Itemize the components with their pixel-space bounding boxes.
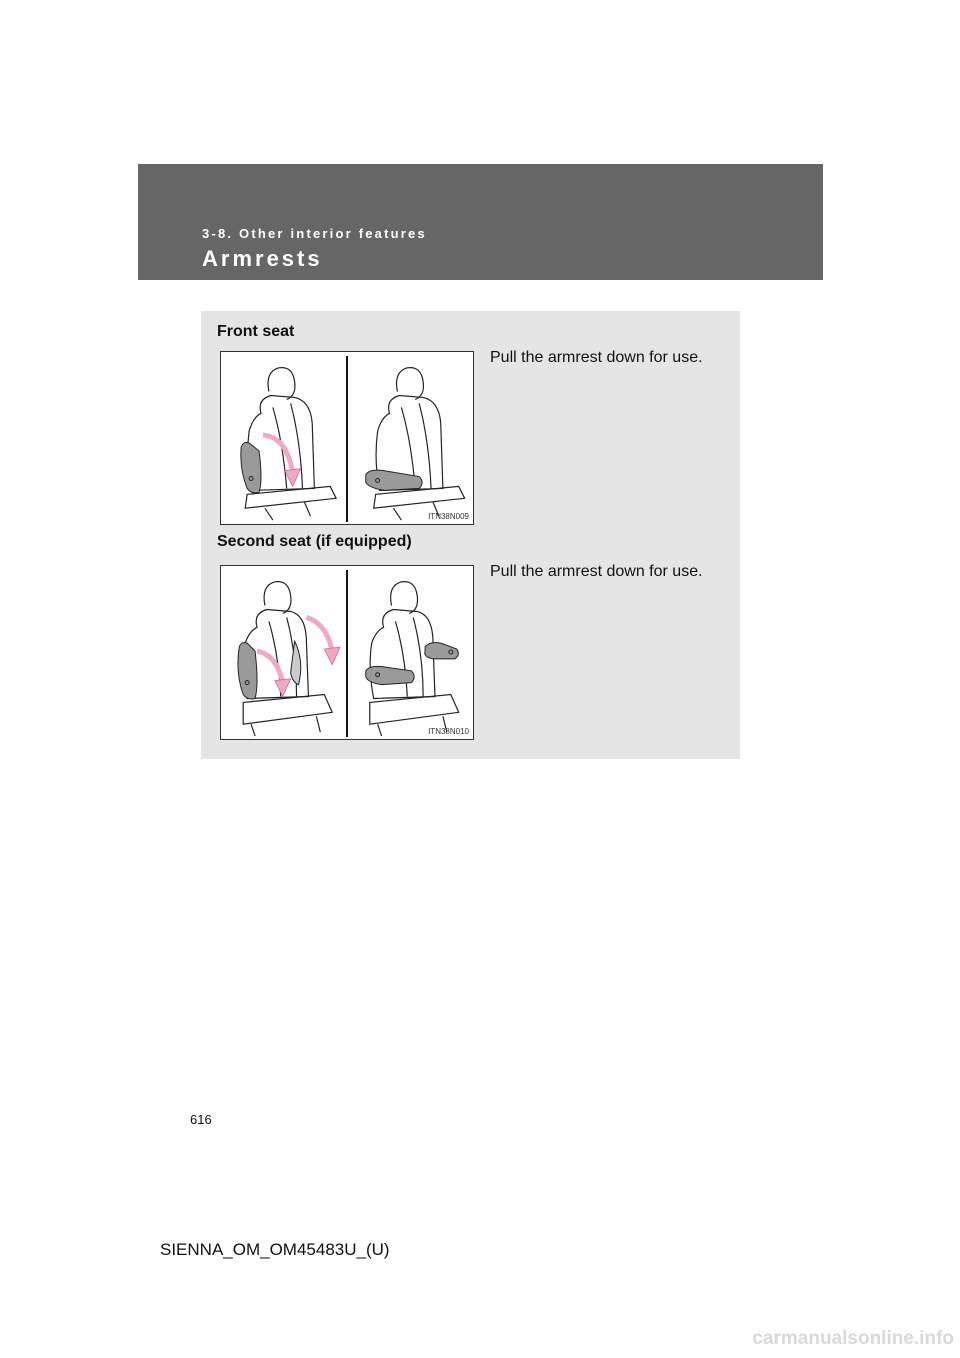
- section-header: [138, 164, 823, 280]
- second-seat-illustration: [220, 565, 474, 740]
- content-panel: [201, 311, 740, 759]
- front-seat-description: Pull the armrest down for use.: [490, 349, 703, 366]
- second-seat-drawing: [221, 566, 473, 739]
- front-seat-drawing: [221, 352, 473, 524]
- figure-code: ITN38N009: [428, 512, 469, 521]
- second-seat-heading: Second seat (if equipped): [217, 533, 412, 550]
- document-id: SIENNA_OM_OM45483U_(U): [160, 1240, 390, 1259]
- front-seat-illustration: [220, 351, 474, 525]
- second-seat-description: Pull the armrest down for use.: [490, 563, 703, 580]
- watermark: carmanualsonline.info: [752, 1328, 954, 1349]
- page-title: Armrests: [202, 246, 323, 271]
- front-seat-heading: Front seat: [217, 323, 295, 340]
- section-label: 3-8. Other interior features: [202, 226, 427, 241]
- figure-code: ITN38N010: [428, 727, 469, 736]
- page-number: 616: [190, 1112, 212, 1127]
